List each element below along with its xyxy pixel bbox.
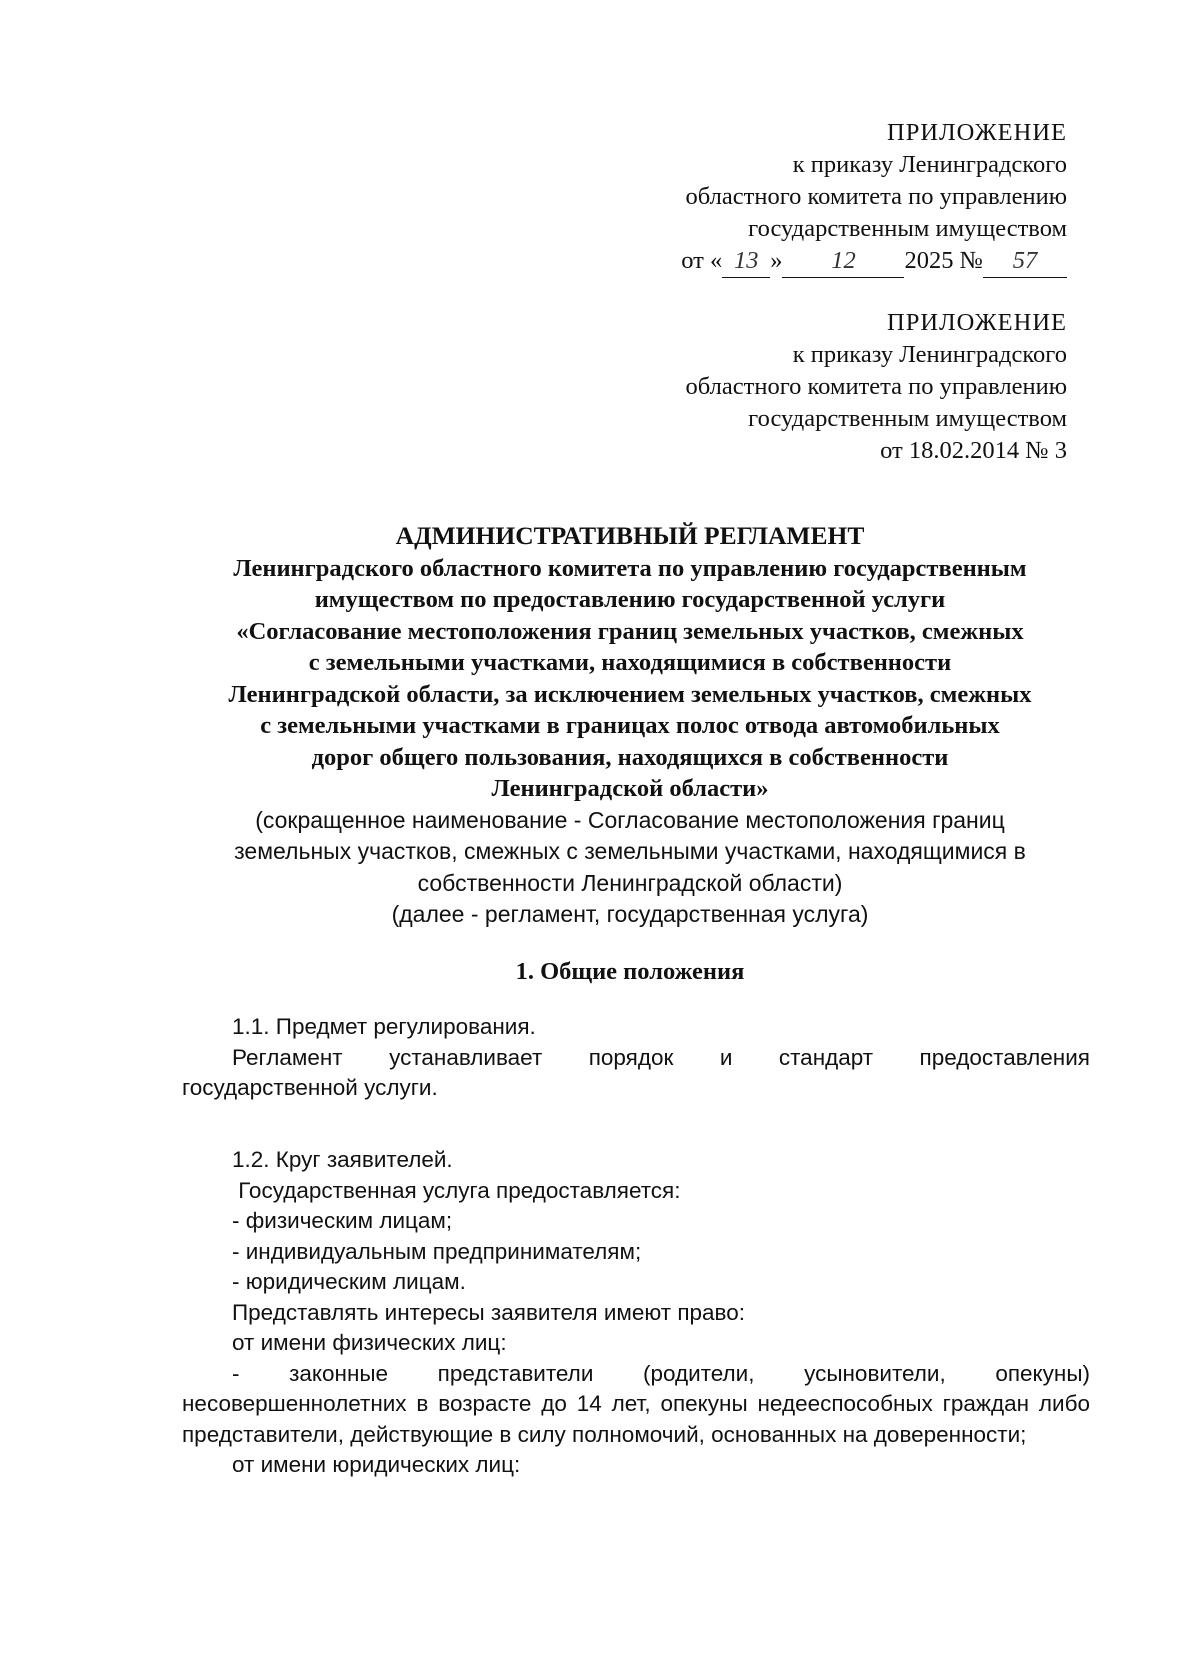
regulation-short-name-line: земельных участков, смежных с земельными участками, находящимися в <box>234 838 1026 864</box>
regulation-bold-line: Ленинградской области» <box>491 775 769 802</box>
list-item: - индивидуальным предпринимателям; <box>232 1238 642 1264</box>
section-heading: 1. Общие положения <box>515 958 745 985</box>
clause-text: от имени физических лиц: <box>232 1330 507 1355</box>
list-item: - физическим лицам; <box>232 1208 453 1233</box>
date-month-handwritten: 12 <box>782 245 904 278</box>
appendix-line-1: к приказу Ленинградского <box>792 341 1067 368</box>
applicants-circle <box>182 1145 1097 1481</box>
clause-text: от имени юридических лиц: <box>232 1452 521 1477</box>
regulation-short-name-line: собственности Ленинградской области) <box>417 869 843 896</box>
clause-text: - законные представители (родители, усыновители, опекуны) несовершеннолетних в возрасте до 14 лет, опекуны недееспособных граждан либо представители, действующие в силу полномочий, основанных на доверенности; <box>182 1360 1097 1447</box>
regulation-bold-line: имуществом по предоставлению государственной услуги <box>314 586 946 613</box>
appendix-line-2: областного комитета по управлению <box>685 373 1067 400</box>
appendix-line-3: государственным имуществом <box>748 215 1067 242</box>
date-year-no: 2025 № <box>904 247 983 274</box>
regulation-bold-line: с земельными участками в границах полос отвода автомобильных <box>260 712 1000 739</box>
regulation-title: АДМИНИСТРАТИВНЫЙ РЕГЛАМЕНТ <box>395 521 865 550</box>
clause-text: Государственная услуга предоставляется: <box>232 1177 681 1203</box>
date-mid: » <box>770 247 783 274</box>
appendix-line-1: к приказу Ленинградского <box>792 151 1067 178</box>
clause-title: 1.2. Круг заявителей. <box>232 1147 453 1172</box>
appendix-title: ПРИЛОЖЕНИЕ <box>887 309 1067 336</box>
regulation-bold-line: «Согласование местоположения границ земельных участков, смежных <box>236 617 1024 645</box>
regulation-bold-line: с земельными участками, находящимися в собственности <box>308 649 952 676</box>
appendix-line-4: от 18.02.2014 № 3 <box>880 437 1067 464</box>
date-prefix: от « <box>681 247 723 274</box>
clause-text: Представлять интересы заявителя имеют право: <box>232 1299 746 1325</box>
regulation-short-name-line: (сокращенное наименование - Согласование местоположения границ <box>255 806 1005 833</box>
subject-of-regulation <box>182 1012 1090 1104</box>
date-day-handwritten: 13 <box>722 245 770 278</box>
appendix-line-3: государственным имуществом <box>748 405 1067 432</box>
regulation-title-block <box>170 520 1090 931</box>
appendix-line-2: областного комитета по управлению <box>685 183 1067 210</box>
appendix-header-current <box>681 117 1067 278</box>
clause-title: 1.1. Предмет регулирования. <box>232 1014 536 1039</box>
regulation-bold-line: Ленинградского областного комитета по управлению государственным <box>233 554 1027 582</box>
clause-text: государственной услуги. <box>182 1075 438 1100</box>
appendix-title: ПРИЛОЖЕНИЕ <box>887 119 1067 146</box>
regulation-bold-line: дорог общего пользования, находящихся в собственности <box>311 743 949 771</box>
appendix-date-line <box>681 245 1067 278</box>
order-number-handwritten: 57 <box>983 245 1067 278</box>
regulation-short-name-line: (далее - регламент, государственная услуга) <box>391 901 869 927</box>
regulation-bold-line: Ленинградской области, за исключением земельных участков, смежных <box>228 680 1032 708</box>
appendix-header-original <box>686 307 1067 467</box>
clause-text: Регламент устанавливает порядок и стандарт предоставления <box>232 1044 1090 1070</box>
list-item: - юридическим лицам. <box>232 1269 466 1294</box>
